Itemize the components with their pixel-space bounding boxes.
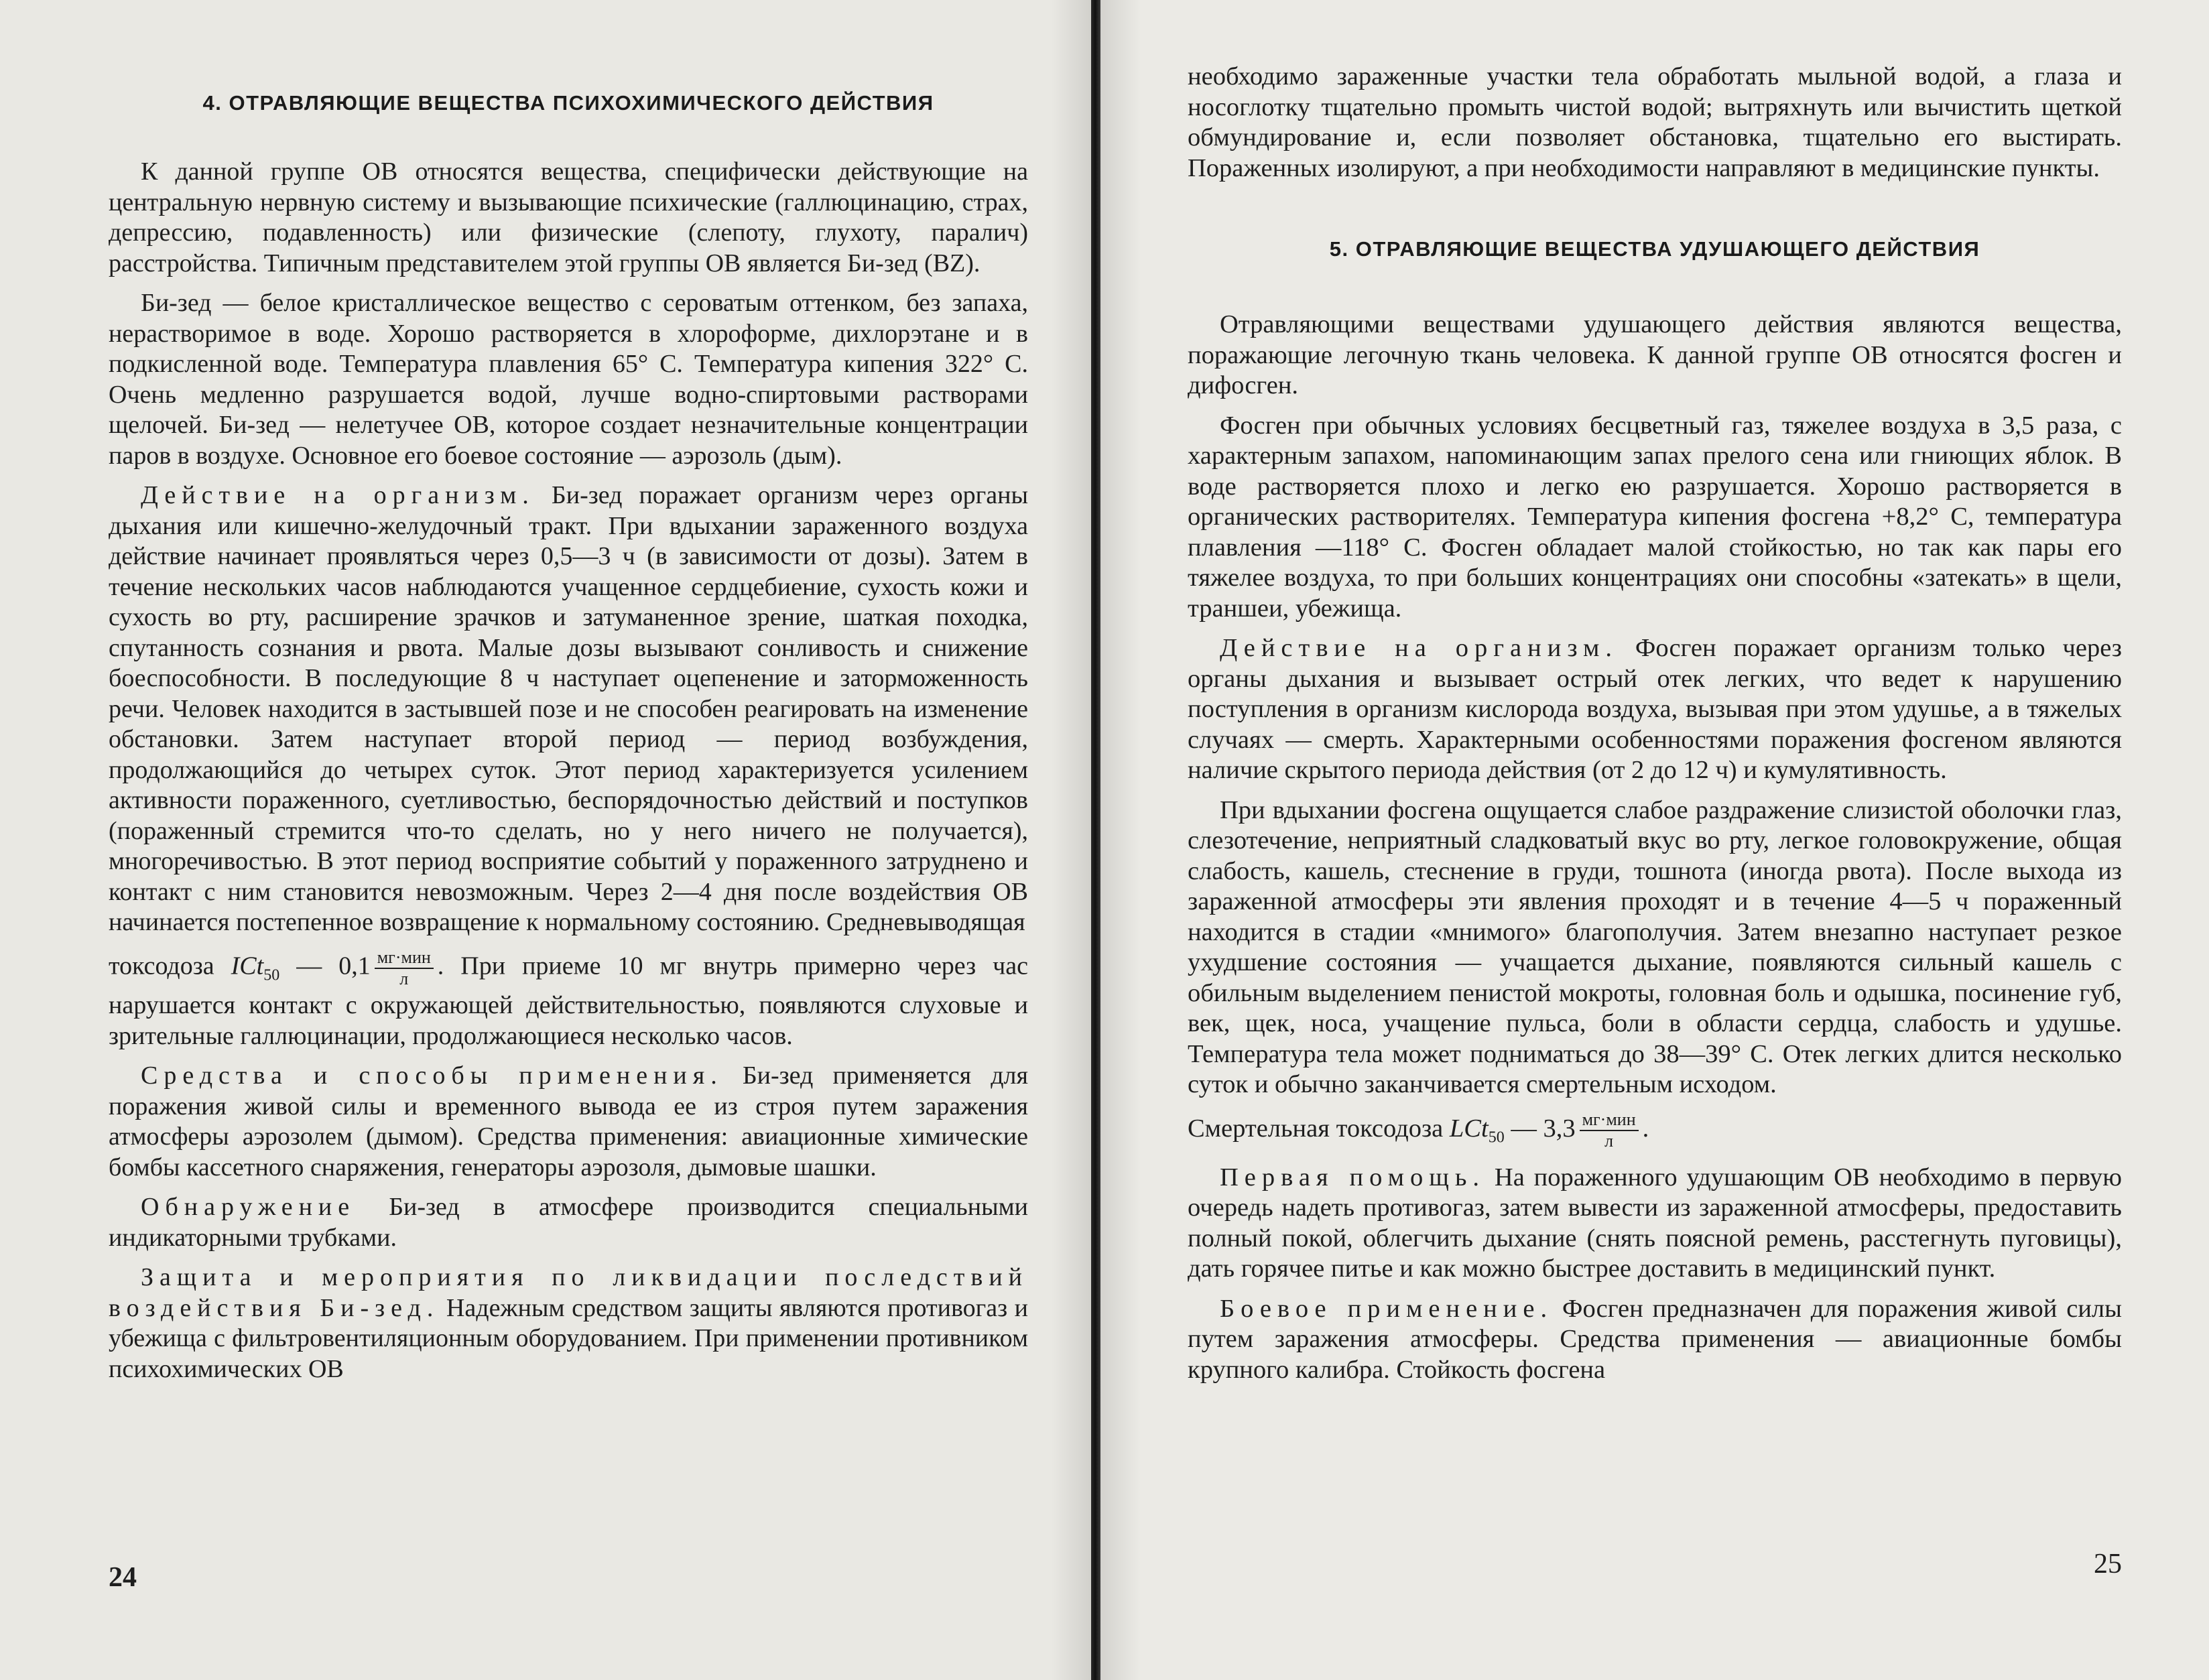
spaced-lead: Обнаружение: [141, 1193, 356, 1222]
spaced-lead: Действие на организм.: [141, 481, 535, 509]
paragraph: Отравляющими веществами удушающего действия являются вещества, поражающие легочную ткань человека. К данной группе ОВ относятся фосген и дифосген.: [1188, 310, 2122, 399]
toxodose-symbol: LCt: [1449, 1114, 1489, 1143]
paragraph: Защита и мероприятия по ликвидации последствий воздействия Би-зед. Надежным средством защиты являются противогаз и убежища с фильтровентиляционным оборудованием. При применении противником психохимических ОВ: [109, 1263, 1028, 1383]
toxodose-symbol: ICt: [231, 952, 264, 980]
spaced-lead: Боевое применение.: [1220, 1294, 1554, 1323]
section-heading-choking: 5. ОТРАВЛЯЮЩИЕ ВЕЩЕСТВА УДУШАЮЩЕГО ДЕЙСТВИЯ: [1329, 237, 1980, 261]
left-page: [0, 0, 1091, 1680]
unit-fraction: мг·мин л: [1580, 1110, 1639, 1151]
paragraph: Фосген при обычных условиях бесцветный газ, тяжелее воздуха в 3,5 раза, с характерным запахом, напоминающим запах прелого сена или гниющих яблок. В воде растворяется плохо и легко ею разрушается. Хорошо растворяется в органических растворителях. Температура кипения фосгена +8,2° С, температура плавления —118° С. Фосген обладает малой стойкостью, но так как пары его тяжелее воздуха, то при больших концентрациях они способны «затекать» в щели, траншеи, убежища.: [1188, 411, 2122, 623]
spaced-lead: Средства и способы применения.: [141, 1061, 723, 1090]
paragraph: При вдыхании фосгена ощущается слабое раздражение слизистой оболочки глаз, слезотечение, неприятный сладковатый вкус во рту, легкое головокружение, общая слабость, кашель, стеснение в груди, тошнота (иногда рвота). После выхода из зараженной атмосферы эти явления проходят и в течение 4—5 ч пораженный находится в стадии «мнимого» благополучия. Затем внезапно наступает резкое ухудшение состояния — учащается дыхание, появляются сильный кашель с обильным выделением пенистой мокроты, головная боль и одышка, посинение губ, век, щек, носа, учащение пульса, боли в области сердца, слабость и удушье. Температура тела может подниматься до 38—39° С. Отек легких длится несколько суток и обычно заканчивается смертельным исходом.: [1188, 795, 2122, 1098]
paragraph: Боевое применение. Фосген предназначен для поражения живой силы путем заражения атмосферы. Средства применения — авиационные бомбы крупного калибра. Стойкость фосгена: [1188, 1294, 2123, 1384]
paragraph: Би-зед — белое кристаллическое вещество с сероватым оттенком, без запаха, нерастворимое в воде. Хорошо растворяется в хлороформе, дихлорэтане и в подкисленной воде. Температура плавления 65° С. Температура кипения 322° С. Очень медленно разрушается водой, лучше водно-спиртовыми растворами щелочей. Би-зед — нелетучее ОВ, которое создает незначительные концентрации паров в воздухе. Основное его боевое состояние — аэрозоль (дым).: [109, 289, 1028, 470]
spaced-lead: Защита и мероприятия по ликвидации последствий воздействия Би-зед.: [109, 1263, 1028, 1322]
spaced-lead: Действие на организм.: [1220, 634, 1618, 662]
toxodose-paragraph: токсодоза ICt$_{50}$ — 0,1 мг·мин л . При приеме 10 мг внутрь примерно через час нарушается контакт с окружающей действительностью, появляются слуховые и зрительные галлюцинации, продолжающиеся несколько часов.: [109, 947, 1029, 1050]
right-page: [1100, 0, 2209, 1680]
paragraph: Первая помощь. На пораженного удушающим ОВ необходимо в первую очередь надеть противогаз, затем вывести из зараженной атмосферы, предоставить полный покой, облегчить дыхание (снять поясной ремень, расстегнуть пуговицы), дать горячее питье и как можно быстрее доставить в медицинский пункт.: [1188, 1163, 2122, 1283]
unit-fraction: мг·мин л: [375, 948, 434, 989]
toxodose-paragraph: Смертельная токсодоза LCt$_{50}$ — 3,3 мг·мин л .: [1188, 1109, 1649, 1151]
paragraph: Действие на организм. Фосген поражает организм только через органы дыхания и вызывает острый отек легких, что ведет к нарушению поступления в организм кислорода воздуха, вызывая при этом удушье, а в тяжелых случаях — смерть. Характерными особенностями поражения фосгеном являются наличие скрытого периода действия (от 2 до 12 ч) и кумулятивность.: [1188, 634, 2122, 784]
paragraph: Средства и способы применения. Би-зед применяется для поражения живой силы и временного вывода ее из строя путем заражения атмосферы аэрозолем (дымом). Средства применения: авиационные химические бомбы кассетного снаряжения, генераторы аэрозоля, дымовые шашки.: [109, 1061, 1028, 1181]
paragraph: Действие на организм. Би-зед поражает организм через органы дыхания или кишечно-желудочный тракт. При вдыхании зараженного воздуха действие начинает проявляться через 0,5—3 ч (в зависимости от дозы). Затем в течение нескольких часов наблюдаются учащенное сердцебиение, сухость кожи и сухость во рту, расширение зрачков и затуманенное зрение, шаткая походка, спутанность сознания и рвота. Малые дозы вызывают сонливость и снижение боеспособности. В последующие 8 ч наступает оцепенение и заторможенность речи. Человек находится в застывшей позе и не способен реагировать на изменение обстановки. Затем наступает второй период — период возбуждения, продолжающийся до четырех суток. Этот период характеризуется усилением активности пораженного, суетливостью, беспорядочностью действий и поступков (пораженный стремится что-то сделать, но у него ничего не получается), многоречивостью. В этот период восприятие событий у пораженного затруднено и контакт с ним становится невозможным. Через 2—4 дня после воздействия ОВ начинается постепенное возвращение к нормальному состоянию. Средневыводящая: [109, 481, 1028, 936]
section-heading-psychochemical: 4. ОТРАВЛЯЮЩИЕ ВЕЩЕСТВА ПСИХОХИМИЧЕСКОГО ДЕЙСТВИЯ: [202, 91, 934, 115]
book-spine: [1091, 0, 1100, 1680]
paragraph: Обнаружение Би-зед в атмосфере производится специальными индикаторными трубками.: [109, 1193, 1028, 1252]
page-number: 24: [109, 1562, 137, 1593]
page-number: 25: [2094, 1549, 2122, 1579]
paragraph: необходимо зараженные участки тела обработать мыльной водой, а глаза и носоглотку тщательно промыть чистой водой; вытряхнуть или вычистить щеткой обмундирование и, если позволяет обстановка, тщательно его выстирать. Пораженных изолируют, а при необходимости направляют в медицинские пункты.: [1188, 62, 2122, 182]
paragraph: К данной группе ОВ относятся вещества, специфически действующие на центральную нервную систему и вызывающие психические (галлюцинацию, страх, депрессию, подавленность) или физические (слепоту, глухоту, паралич) расстройства. Типичным представителем этой группы ОВ является Би-зед (BZ).: [109, 157, 1028, 277]
spaced-lead: Первая помощь.: [1220, 1163, 1486, 1191]
